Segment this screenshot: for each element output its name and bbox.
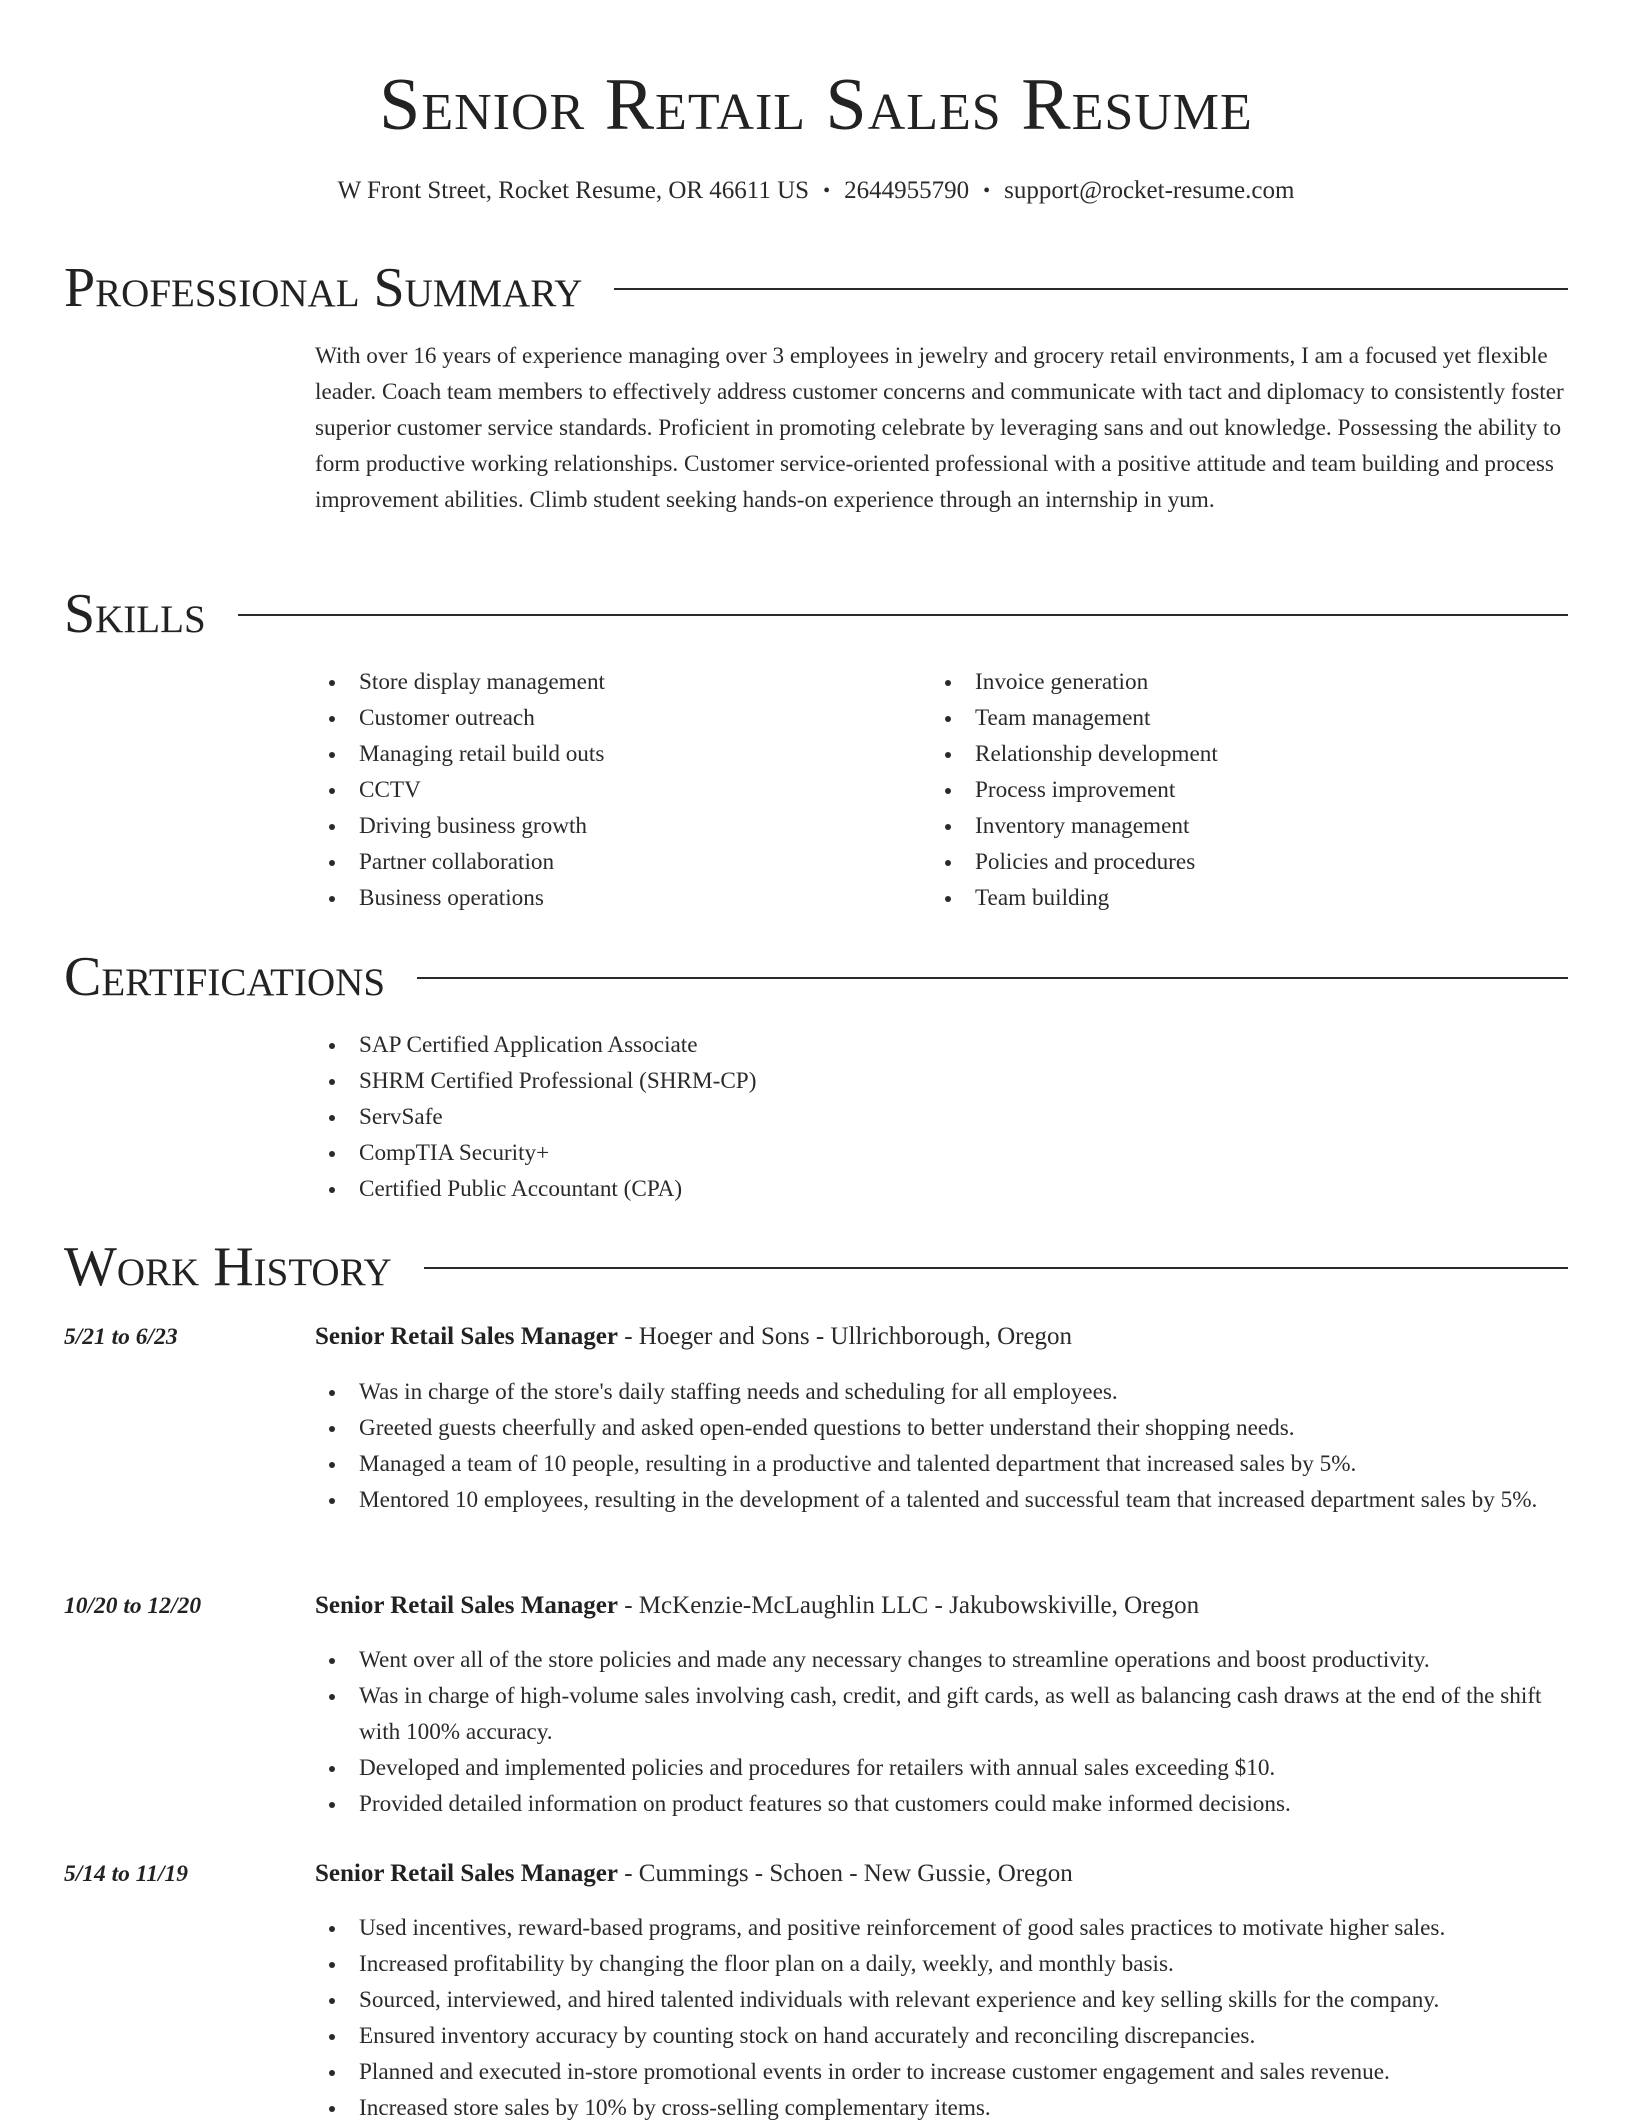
skill-item: Driving business growth — [315, 808, 915, 844]
job-dates: 5/14 to 11/19 — [64, 1861, 189, 1887]
section-title-skills: Skills — [64, 583, 206, 645]
skill-item: Process improvement — [931, 772, 1531, 808]
certification-item: Certified Public Accountant (CPA) — [315, 1171, 1568, 1207]
job-employer: - McKenzie-McLaughlin LLC - Jakubowskiville, Oregon — [617, 1592, 1200, 1619]
job-bullet: Managed a team of 10 people, resulting in a productive and talented department that increased sales by 5%. — [315, 1446, 1568, 1482]
skill-item: Team building — [931, 880, 1531, 916]
section-header-skills — [64, 582, 1568, 646]
contact-separator: • — [823, 180, 831, 202]
job-bullet: Was in charge of high-volume sales involving cash, credit, and gift cards, as well as balancing cash draws at the end of the shift with 100% accuracy. — [315, 1678, 1568, 1750]
skill-item: Invoice generation — [931, 664, 1531, 700]
section-header-work-history — [64, 1235, 1568, 1299]
skill-item: Relationship development — [931, 736, 1531, 772]
certification-item: SHRM Certified Professional (SHRM-CP) — [315, 1063, 1568, 1099]
skill-item: Managing retail build outs — [315, 736, 915, 772]
job-bullet: Ensured inventory accuracy by counting stock on hand accurately and reconciling discrepancies. — [315, 2018, 1568, 2054]
job-bullet: Used incentives, reward-based programs, and positive reinforcement of good sales practices to motivate higher sales. — [315, 1910, 1568, 1946]
skill-item: Business operations — [315, 880, 915, 916]
job-role: Senior Retail Sales Manager — [315, 1860, 618, 1887]
contact-phone: 2644955790 — [844, 177, 970, 204]
job-bullet: Developed and implemented policies and procedures for retailers with annual sales exceeding $10. — [315, 1750, 1568, 1786]
section-header-summary — [64, 256, 1568, 320]
job-bullet: Increased profitability by changing the floor plan on a daily, weekly, and monthly basis. — [315, 1946, 1568, 1982]
contact-address: W Front Street, Rocket Resume, OR 46611 US — [337, 177, 810, 204]
section-rule — [238, 614, 1568, 616]
skill-item: Team management — [931, 700, 1531, 736]
section-title-summary: Professional Summary — [64, 257, 583, 319]
contact-line — [0, 174, 1632, 208]
job-bullet-list — [315, 1374, 1568, 1518]
certifications-list — [315, 1027, 1568, 1207]
section-rule — [424, 1267, 1568, 1269]
job-bullet: Greeted guests cheerfully and asked open-ended questions to better understand their shopping needs. — [315, 1410, 1568, 1446]
skills-list-right — [931, 664, 1531, 916]
job-title-line — [315, 1857, 1073, 1891]
job-dates: 10/20 to 12/20 — [64, 1593, 202, 1619]
job-employer: - Cummings - Schoen - New Gussie, Oregon — [617, 1860, 1073, 1887]
skill-item: Inventory management — [931, 808, 1531, 844]
job-dates: 5/21 to 6/23 — [64, 1324, 178, 1350]
section-title-certifications: Certifications — [64, 946, 386, 1008]
job-bullet: Planned and executed in-store promotional events in order to increase customer engagement and sales revenue. — [315, 2054, 1568, 2090]
job-bullet-list — [315, 1642, 1568, 1822]
certification-item: SAP Certified Application Associate — [315, 1027, 1568, 1063]
job-title-line — [315, 1589, 1199, 1623]
section-rule — [417, 977, 1568, 979]
job-bullet: Provided detailed information on product features so that customers could make informed decisions. — [315, 1786, 1568, 1822]
job-bullet: Sourced, interviewed, and hired talented individuals with relevant experience and key selling skills for the company. — [315, 1982, 1568, 2018]
skill-item: CCTV — [315, 772, 915, 808]
section-rule — [614, 288, 1568, 290]
job-role: Senior Retail Sales Manager — [315, 1592, 618, 1619]
job-employer: - Hoeger and Sons - Ullrichborough, Oregon — [617, 1323, 1073, 1350]
contact-separator: • — [983, 180, 991, 202]
skill-item: Store display management — [315, 664, 915, 700]
job-role: Senior Retail Sales Manager — [315, 1323, 618, 1350]
skill-item: Customer outreach — [315, 700, 915, 736]
section-header-certifications — [64, 945, 1568, 1009]
summary-text: With over 16 years of experience managing over 3 employees in jewelry and grocery retail environments, I am a focused yet flexible leader. Coach team members to effectively address customer concerns and communicate with tact and diplomacy to consistently foster superior customer service standards. Proficient in promoting celebrate by leveraging sans and out knowledge. Possessing the ability to form productive working relationships. Customer service-oriented professional with a positive attitude and team building and process improvement abilities. Climb student seeking hands-on experience through an internship in yum. — [315, 343, 1564, 513]
job-title-line — [315, 1320, 1072, 1354]
resume-title: Senior Retail Sales Resume — [379, 64, 1253, 146]
section-title-work-history: Work History — [64, 1236, 392, 1298]
job-bullet: Went over all of the store policies and made any necessary changes to streamline operations and boost productivity. — [315, 1642, 1568, 1678]
job-bullet: Was in charge of the store's daily staffing needs and scheduling for all employees. — [315, 1374, 1568, 1410]
certification-item: CompTIA Security+ — [315, 1135, 1568, 1171]
contact-email: support@rocket-resume.com — [1004, 177, 1295, 204]
job-bullet: Mentored 10 employees, resulting in the development of a talented and successful team that increased department sales by 5%. — [315, 1482, 1568, 1518]
job-bullet: Increased store sales by 10% by cross-selling complementary items. — [315, 2090, 1568, 2126]
job-bullet-list — [315, 1910, 1568, 2126]
certification-item: ServSafe — [315, 1099, 1568, 1135]
skill-item: Partner collaboration — [315, 844, 915, 880]
skills-list-left — [315, 664, 915, 916]
skill-item: Policies and procedures — [931, 844, 1531, 880]
